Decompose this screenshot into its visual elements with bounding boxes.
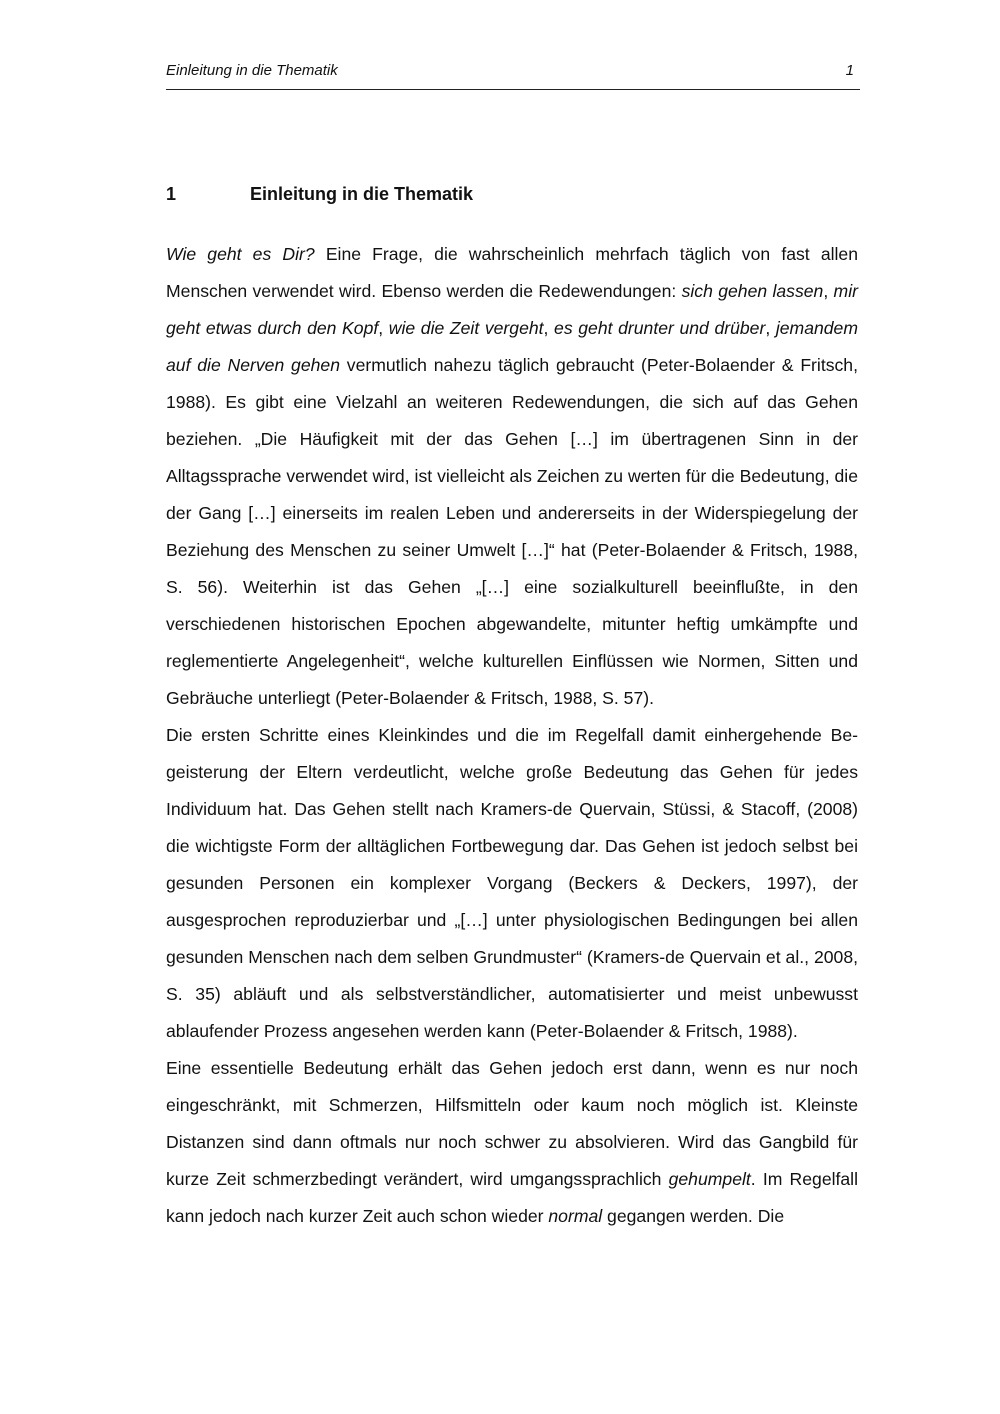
text-run: gegangen werden. Die	[602, 1206, 785, 1226]
body-text	[166, 236, 858, 1235]
chapter-number: 1	[166, 184, 177, 204]
italic-text-run: normal	[548, 1206, 603, 1226]
text-run: ,	[823, 281, 834, 301]
text-run: Eine essentielle Bedeutung erhält das Gehen jedoch erst dann, wenn es nur noch eingeschränkt, mit Schmerzen, Hilfsmitteln oder kaum noch möglich ist. Kleinste Distanzen sind dann oftmals nur noch schwer zu absolvieren. Wird das Gangbild für kurze Zeit schmerzbedingt verändert, wird umgangssprachlich	[166, 1058, 858, 1189]
paragraph	[166, 1050, 858, 1235]
chapter-title: Einleitung in die Thematik	[250, 184, 474, 204]
italic-text-run: sich gehen lassen	[681, 281, 824, 301]
italic-text-run: es geht drunter und drüber	[554, 318, 766, 338]
paragraph	[166, 717, 858, 1050]
italic-text-run: jemandem auf die Nerven gehen	[166, 318, 858, 375]
text-run: ,	[765, 318, 776, 338]
italic-text-run: mir geht etwas durch den Kopf	[166, 281, 858, 338]
page-number: 1	[845, 62, 854, 79]
paragraph	[166, 236, 858, 717]
text-run: vermutlich nahezu täglich gebraucht (Peter-Bolaender & Fritsch, 1988). Es gibt eine Vielzahl an weiteren Redewendungen, die sich auf das Gehen beziehen. „Die Häufigkeit mit der das Gehen […] im übertragenen Sinn in der Alltagssprache verwendet wird, ist vielleicht als Zeichen zu werten für die Bedeutung, die der Gang […] einerseits im realen Leben und andererseits in der Widerspiegelung der Beziehung des Menschen zu seiner Umwelt […]“ hat (Peter-Bolaender & Fritsch, 1988, S. 56). Weiterhin ist das Gehen „[…] eine sozialkulturell beeinflußte, in den verschiedenen historischen Epochen abgewandelte, mitunter heftig umkämpfte und reglementierte Angelegenheit“, welche kulturellen Einflüssen wie Normen, Sitten und Gebräuche unterliegt (Peter-Bolaender & Fritsch, 1988, S. 57).	[166, 355, 858, 708]
italic-text-run: Wie geht es Dir?	[166, 244, 315, 264]
text-run: Eine Frage, die wahrscheinlich mehrfach täglich von fast allen Menschen verwendet wird. Ebenso werden die Redewendungen:	[166, 244, 858, 301]
running-header	[166, 60, 860, 90]
text-run: Die ersten Schritte eines Kleinkindes und die im Regelfall damit einhergehende Begeisterung der Eltern verdeutlicht, welche große Bedeutung das Gehen für jedes Individuum hat. Das Gehen stellt nach Kramers-de Quervain, Stüssi, & Stacoff, (2008) die wichtigste Form der alltäglichen Fortbewegung dar. Das Gehen ist jedoch selbst bei gesunden Personen ein komplexer Vorgang (Beckers & Deckers, 1997), der ausgesprochen reproduzierbar und „[…] unter physiologischen Bedingungen bei allen gesunden Menschen nach dem selben Grundmuster“ (Kramers-de Quervain et al., 2008, S. 35) abläuft und als selbstverständlicher, automatisierter und meist unbewusst ablaufender Prozess angesehen werden kann (Peter-Bolaender & Fritsch, 1988).	[166, 725, 858, 1041]
italic-text-run: wie die Zeit vergeht	[388, 318, 544, 338]
text-run: ,	[378, 318, 389, 338]
text-run: ,	[543, 318, 555, 338]
running-header-title: Einleitung in die Thematik	[166, 62, 338, 79]
text-run: . Im Regelfall kann jedoch nach kurzer Zeit auch schon wieder	[166, 1169, 859, 1226]
italic-text-run: gehumpelt	[668, 1169, 751, 1189]
